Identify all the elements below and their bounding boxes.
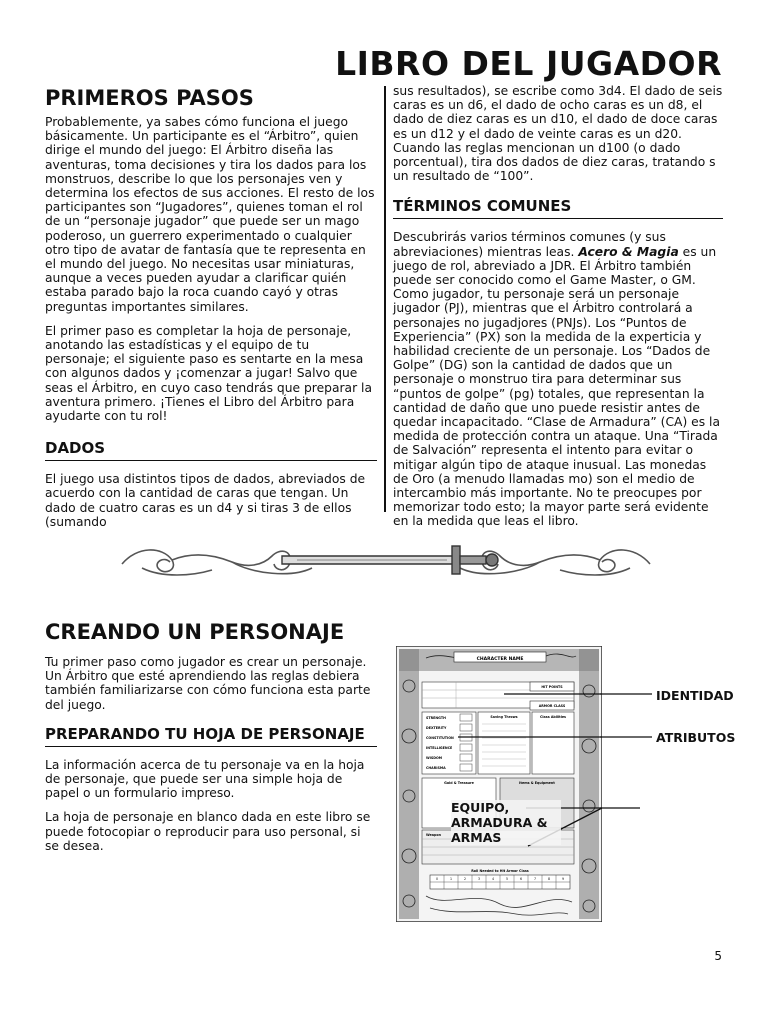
dados-heading: DADOS [45,439,377,461]
sheet-attr-int: INTELLIGENCE [426,746,453,750]
terminos-heading: TÉRMINOS COMUNES [393,197,723,219]
terminos-game-title: Acero & Magia [578,244,679,259]
character-sheet-image [396,646,602,922]
callout-equipo: EQUIPO, ARMADURA & ARMAS [451,800,561,845]
sheet-character-name: CHARACTER NAME [476,657,524,662]
sheet-attr-cha: CHARISMA [426,766,446,770]
sheet-roll-needed: Roll Needed to Hit Armor Class [471,869,529,873]
sheet-attr-wis: WISDOM [426,756,443,760]
sheet-tohit-4: 4 [491,877,495,881]
sheet-weapon: Weapon [426,833,441,837]
right-column [393,84,723,539]
callout-lines [600,690,654,820]
creando-p1: Tu primer paso como jugador es crear un personaje. Un Árbitro que esté aprendiendo las reglas debiera también familiarizarse con cómo funciona esta parte del juego. [45,655,371,712]
sheet-tohit-2: 2 [463,877,467,881]
sheet-saving-throws: Saving Throws [490,715,518,719]
creando-section [45,620,377,863]
primeros-p2: El primer paso es completar la hoja de personaje, anotando las estadísticas y el equipo de tu personaje; el siguiente paso es sentarte en la mesa con algunos dados y ¡comenzar a jugar! Salvo que seas el Árbitro, en cuyo caso tendrás que preparar la aventura primero. ¡Tienes el Libro del Árbitro para ayudarte con tu rol! [45,323,372,424]
sheet-tohit-9: 9 [561,877,565,881]
sheet-class-abilities: Class Abilities [539,715,567,719]
preparando-heading: PREPARANDO TU HOJA DE PERSONAJE [45,725,377,747]
sheet-gold: Gold & Treasure [444,781,474,785]
terminos-p1 [393,230,723,528]
sheet-attr-dex: DEXTERITY [426,726,447,730]
sheet-tohit-5: 5 [505,877,509,881]
sheet-items: Items & Equipment [519,781,555,785]
sheet-tohit-7: 7 [533,877,537,881]
sheet-tohit-6: 6 [519,877,523,881]
terminos-p-after: es un juego de rol, abreviado a JDR. El Árbitro también puede ser conocido como el Game Master, o GM. Como jugador, tu personaje será un personaje jugador (PJ), mientras que el Árbitro controlará a personajes no jugadjores (PNJs). Los “Puntos de Experiencia” (PX) son la medida de la experticia y habilidad creciente de un personaje. Los “Dados de Golpe” (DG) son la cantidad de dados que un personaje o monstruo tira para determinar sus “puntos de golpe” (pg) totales, que representan la cantidad de daño que uno puede resistir antes de quedar incapacitado. “Clase de Armadura” (CA) es la medida de protección contra un ataque. Una “Tirada de Salvación” representa el intento para evitar o mitigar algún tipo de ataque inusual. Las monedas de Oro (a menudo llamadas mo) son el medio de intercambio más importante. No te preocupes por memorizar todo esto; la mayor parte será evidente en la medida que leas el libro. [393,244,720,529]
page-title: LIBRO DEL JUGADOR [335,44,722,83]
callout-identidad: IDENTIDAD [656,688,734,703]
column-divider [384,86,386,512]
primeros-heading: PRIMEROS PASOS [45,86,254,110]
sheet-tohit-3: 3 [477,877,481,881]
sheet-attr-str: STRENGTH [426,716,446,720]
dados-p1-continued: sus resultados), se escribe como 3d4. El dado de seis caras es un d6, el dado de ocho caras es un d8, el dado de diez caras es un d10, el dado de doce caras es un d12 y el dado de veinte caras es un d20. Cuando las reglas mencionan un d100 (o dado porcentual), tira dos dados de diez caras, tratando s un resultado de “100”. [393,84,723,184]
creando-heading: CREANDO UN PERSONAJE [45,620,345,644]
preparando-p2: La hoja de personaje en blanco dada en este libro se puede fotocopiar o reproducir para uso personal, si se desea. [45,810,371,853]
callout-atributos: ATRIBUTOS [656,730,736,745]
sword-ornament-divider [112,534,660,586]
sheet-tohit-8: 8 [547,877,551,881]
sheet-attr-con: CONSTITUTION [426,736,454,740]
sheet-armor-class: ARMOR CLASS [538,704,566,708]
left-column [45,86,377,539]
preparando-p1: La información acerca de tu personaje va en la hoja de personaje, que puede ser una simple hoja de papel o un formulario impreso. [45,757,365,801]
terminos-p-before: Descubrirás varios términos comunes (y sus abreviaciones) mientras leas. [393,230,666,259]
page-number: 5 [714,949,722,963]
sheet-tohit-0: 0 [435,877,439,881]
primeros-p1: Probablemente, ya sabes cómo funciona el juego básicamente. Un participante es el “Árbitro”, quien dirige el mundo del juego: El Árbitro diseña las aventuras, toma decisiones y tira los dados para los monstruos, describe lo que los personajes ven y determina los efectos de sus acciones. El resto de los participantes son “Jugadores”, quienes toman el rol de un “personaje jugador” que puede ser un mago poderoso, un guerrero experimentado o cualquier otro tipo de avatar de fantasía que te representa en el mundo del juego. No necesitas usar miniaturas, aunque a veces pueden ayudar a clarificar quién estaba parado bajo la roca cuando cayó y otras preguntas importantes similares. [45,115,375,314]
sheet-hit-points: HIT POINTS [541,685,563,689]
dados-p1: El juego usa distintos tipos de dados, abreviados de acuerdo con la cantidad de caras que tengan. Un dado de cuatro caras es un d4 y si tiras 3 de ellos (sumando [45,472,366,529]
sheet-tohit-1: 1 [449,877,453,881]
